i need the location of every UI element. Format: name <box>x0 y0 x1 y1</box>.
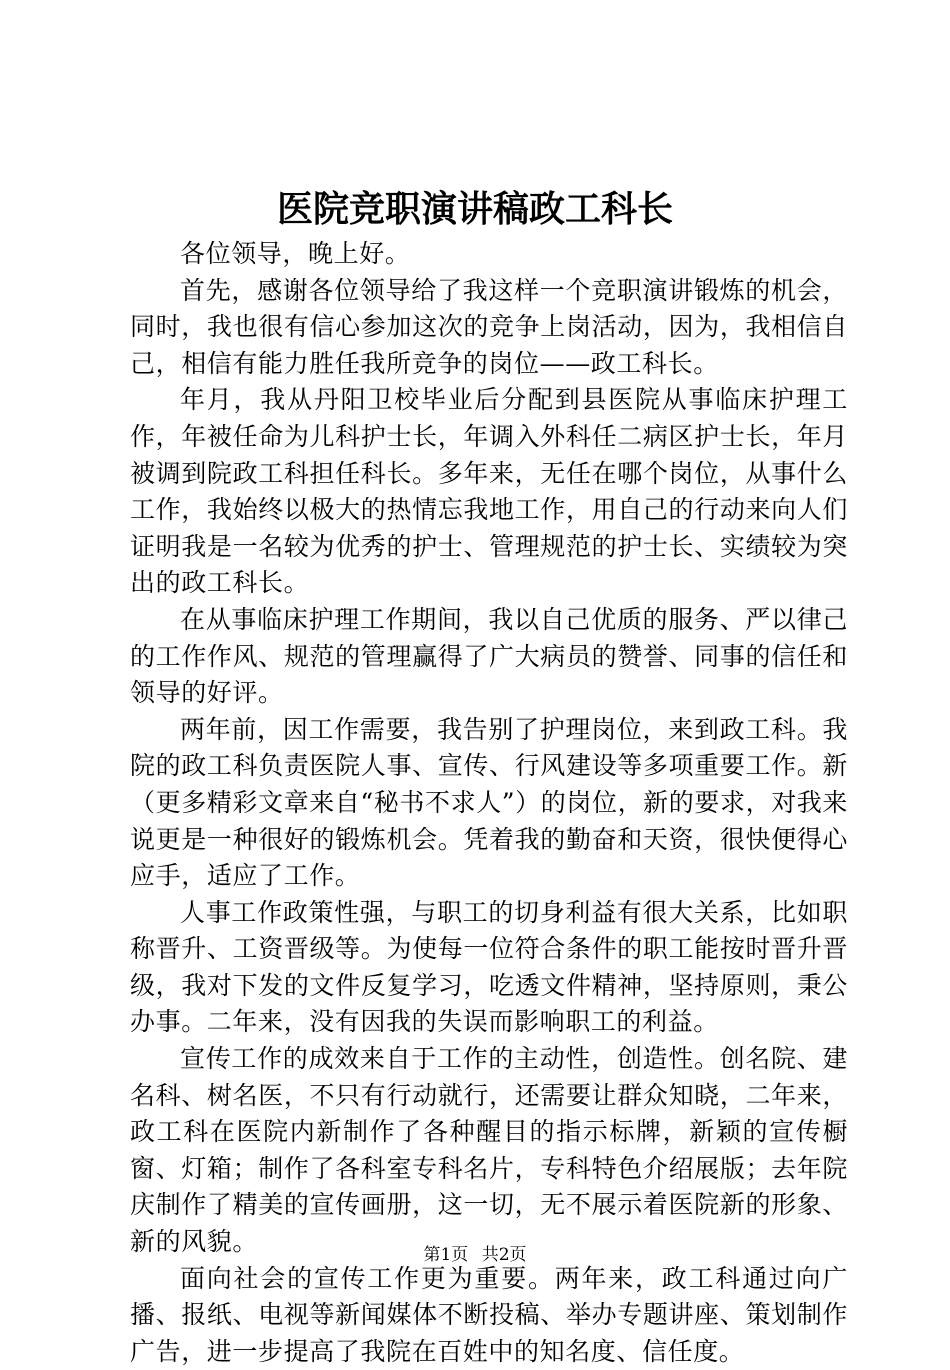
paragraph: 各位领导，晚上好。 <box>180 239 411 268</box>
paragraph: 年月，我从丹阳卫校毕业后分配到县医院从事临床护理工作，年被任命为儿科护士长，年调入外科任二病区护士长，年月被调到院政工科担任科长。多年来，无任在哪个岗位，从事什么工作，我始终以极大的热情忘我地工作，用自己的行动来向人们证明我是一名较为优秀的护士、管理规范的护士长、实绩较为突出的政工科长。 <box>130 385 848 598</box>
paragraph: 两年前，因工作需要，我告别了护理岗位，来到政工科。我院的政工科负责医院人事、宣传、行风建设等多项重要工作。新（更多精彩文章来自“秘书不求人”）的岗位，新的要求，对我来说更是一种很好的锻炼机会。凭着我的勤奋和天资，很快便得心应手，适应了工作。 <box>130 714 848 891</box>
page-footer <box>0 1243 950 1267</box>
page-total: 共2页 <box>481 1245 527 1265</box>
document-title: 医院竞职演讲稿政工科长 <box>276 188 673 230</box>
paragraph: 宣传工作的成效来自于工作的主动性，创造性。创名院、建名科、树名医，不只有行动就行，还需要让群众知晓，二年来，政工科在医院内新制作了各种醒目的指示标牌，新颖的宣传橱窗、灯箱；制作了各科室专科名片，专科特色介绍展版；去年院庆制作了精美的宣传画册，这一切，无不展示着医院新的形象、新的风貌。 <box>130 1044 848 1257</box>
page-number: 第1页 <box>423 1245 469 1265</box>
paragraph: 面向社会的宣传工作更为重要。两年来，政工科通过向广播、报纸、电视等新闻媒体不断投稿、举办专题讲座、策划制作广告，进一步提高了我院在百姓中的知名度、信任度。 <box>130 1263 848 1366</box>
paragraph: 首先，感谢各位领导给了我这样一个竞职演讲锻炼的机会，同时，我也很有信心参加这次的竞争上岗活动，因为，我相信自己，相信有能力胜任我所竞争的岗位——政工科长。 <box>130 275 848 378</box>
document-body <box>130 236 848 1370</box>
paragraph: 在从事临床护理工作期间，我以自己优质的服务、严以律己的工作作风、规范的管理赢得了广大病员的赞誉、同事的信任和领导的好评。 <box>130 604 848 708</box>
paragraph: 人事工作政策性强，与职工的切身利益有很大关系，比如职称晋升、工资晋级等。为使每一位符合条件的职工能按时晋升晋级，我对下发的文件反复学习，吃透文件精神，坚持原则，秉公办事。二年来，没有因我的失误而影响职工的利益。 <box>130 897 848 1037</box>
